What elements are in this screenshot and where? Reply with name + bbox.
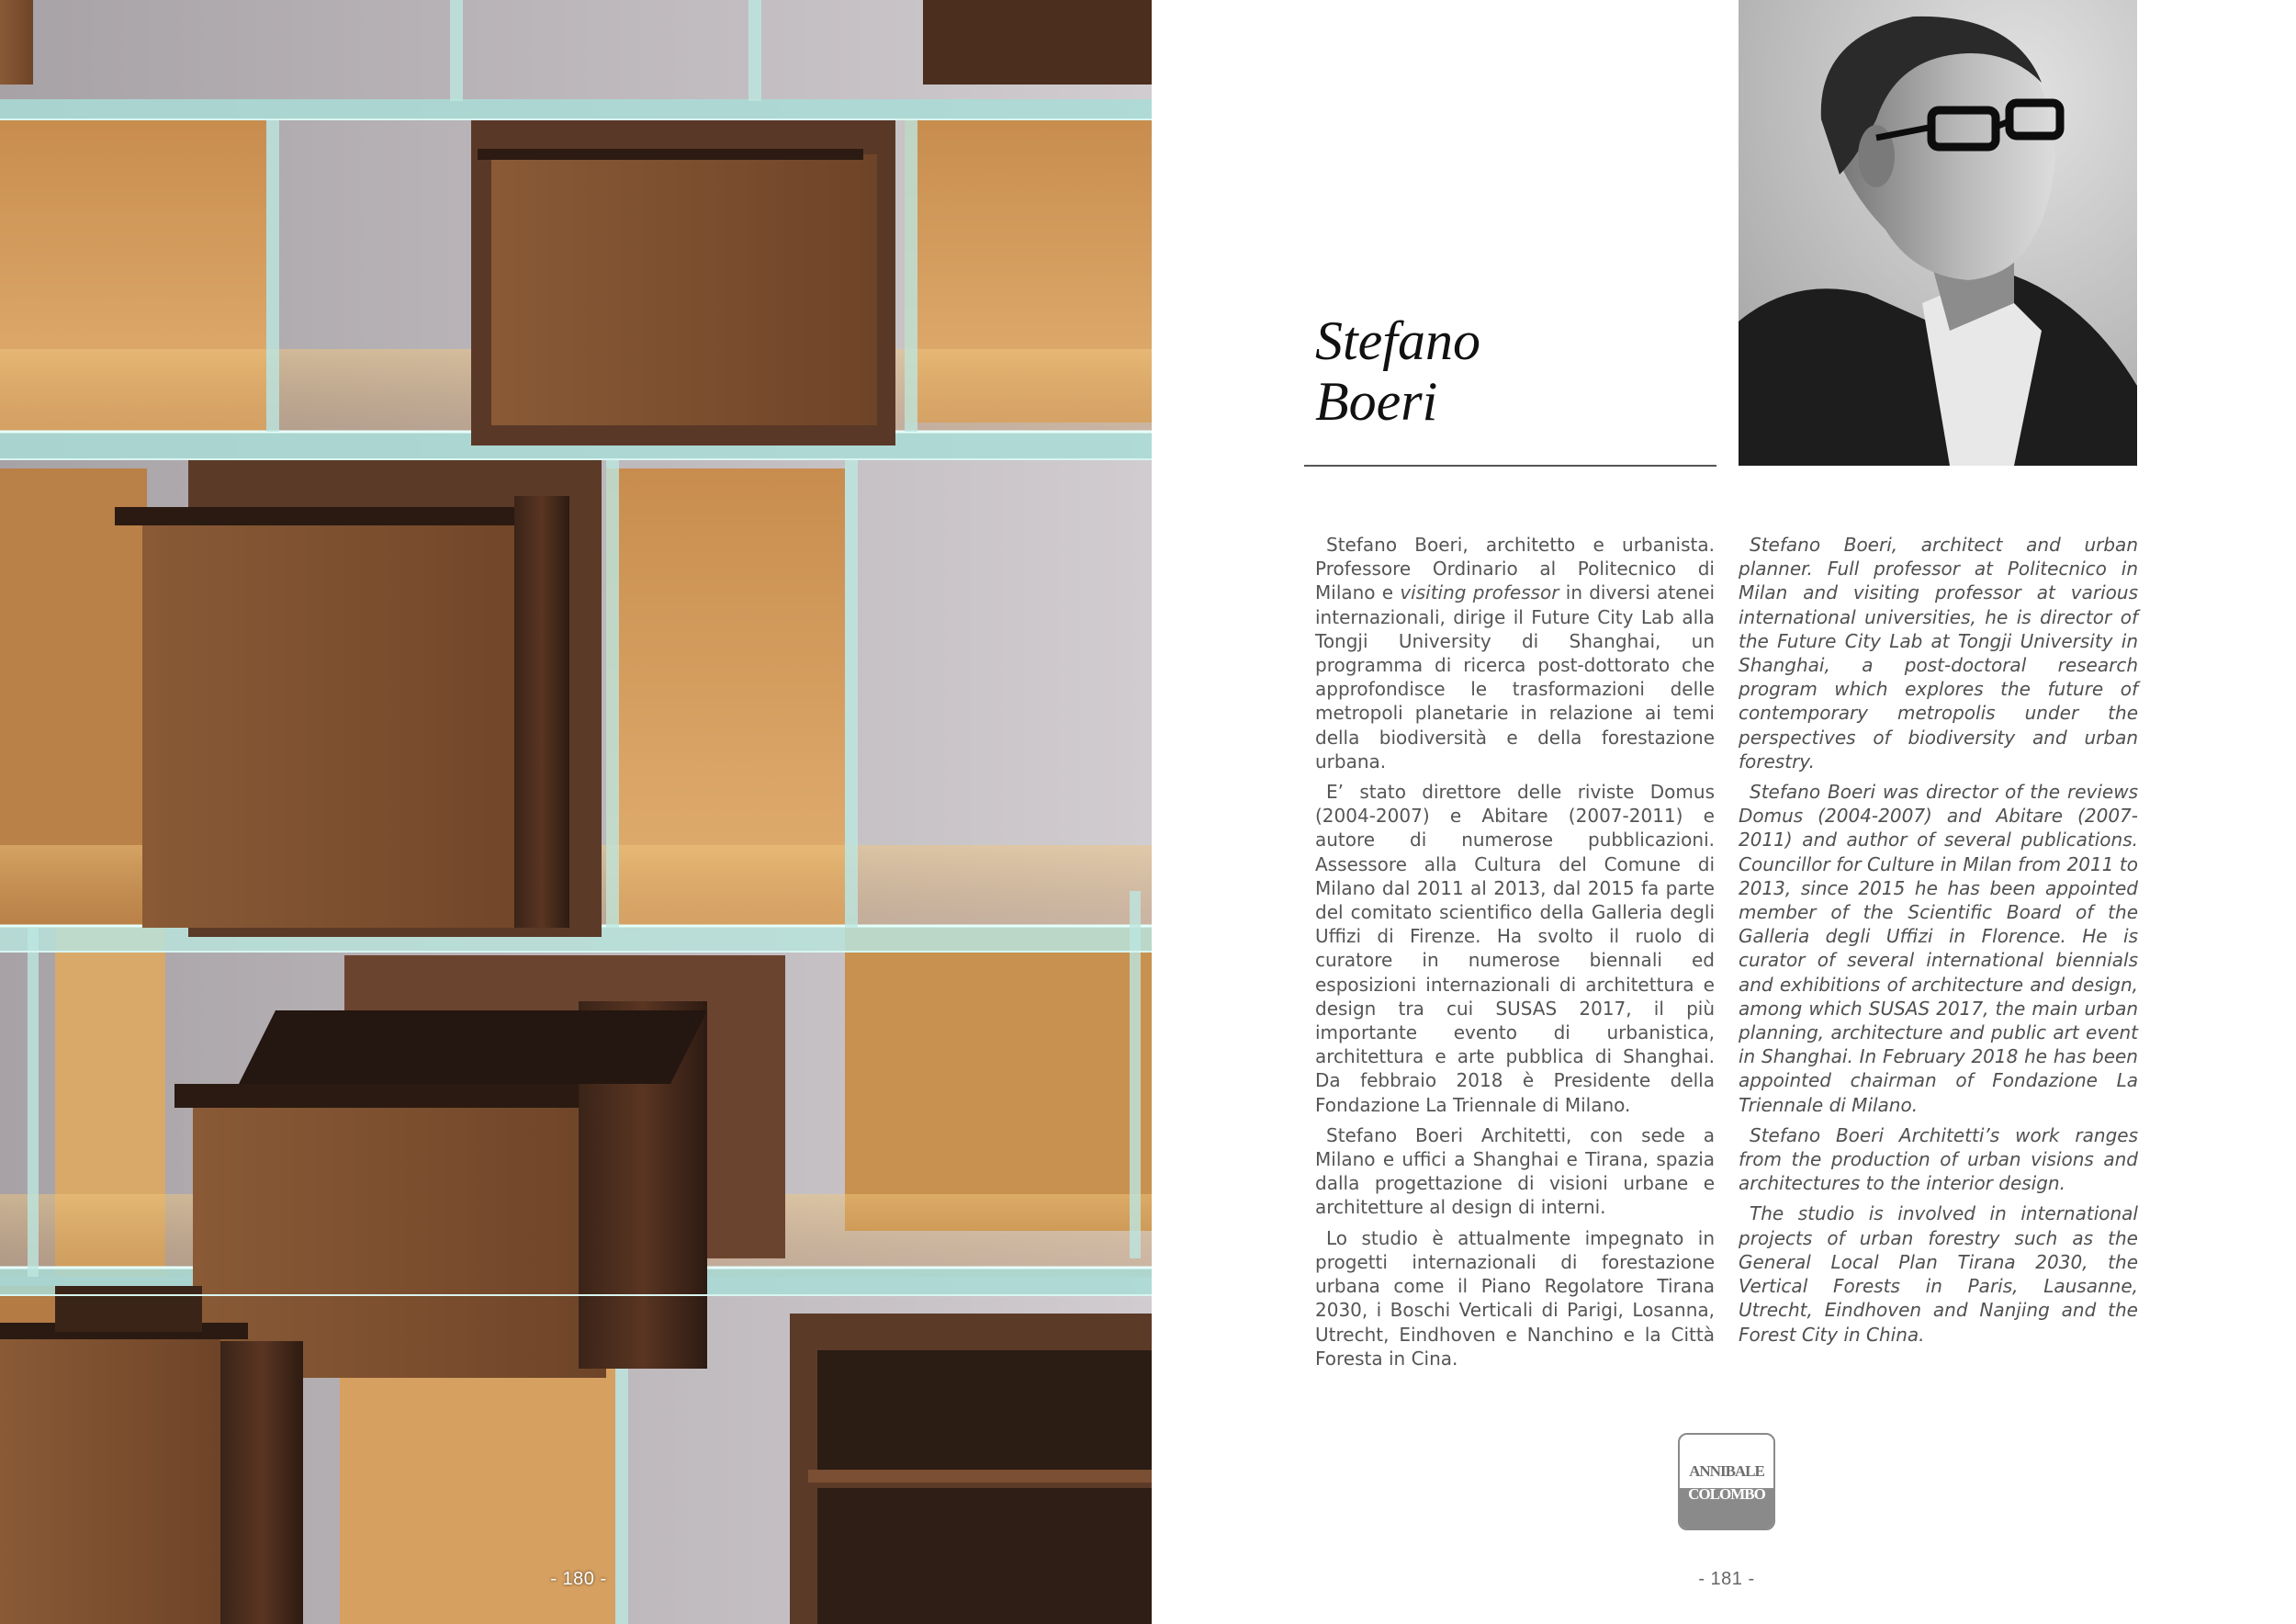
english-paragraph-3: Stefano Boeri Architetti’s work ranges from the production of urban visions and architectures to the interior design. bbox=[1739, 1123, 2138, 1195]
italian-paragraph-4: Lo studio è attualmente impegnato in progetti internazionali di forestazione urbana come il Piano Regolatore Tirana 2030, i Boschi Verticali di Parigi, Losanna, Utrecht, Eindhoven e Nanchino e la Città Foresta in Cina. bbox=[1315, 1226, 1715, 1370]
title-divider bbox=[1304, 465, 1716, 467]
english-paragraph-2: Stefano Boeri was director of the reviews Domus (2004-2007) and Abitare (2007-2011) and author of several publications. Councillor for Culture in Milan from 2011 to 2013, since 2015 he has been appointed member of the Scientific Board of the Galleria degli Uffizi in Florence. He is curator of several international biennials and exhibitions of architecture and design, among which SUSAS 2017, the main urban planning, architecture and public art event in Shanghai. In February 2018 he has been appointed chairman of Fondazione La Triennale di Milano. bbox=[1739, 781, 2138, 1116]
page-title bbox=[1315, 310, 1480, 432]
title-line-first-name: Stefano bbox=[1315, 310, 1480, 371]
page-number-left: - 180 - bbox=[550, 1569, 607, 1589]
logo-text-line-1: ANNIBALE bbox=[1689, 1462, 1764, 1480]
logo-text-line-2: COLOMBO bbox=[1688, 1485, 1765, 1503]
italian-emphasis: visiting professor bbox=[1400, 581, 1559, 604]
annibale-colombo-logo bbox=[1678, 1433, 1775, 1530]
title-line-last-name: Boeri bbox=[1315, 371, 1438, 432]
portrait-photo bbox=[1739, 0, 2137, 466]
italian-paragraph-3: Stefano Boeri Architetti, con sede a Milano e uffici a Shanghai e Tirana, spazia dalla progettazione di visioni urbane e architetture al design di interni. bbox=[1315, 1123, 1715, 1219]
portrait-illustration bbox=[1739, 0, 2137, 466]
italian-biography bbox=[1315, 533, 1715, 1377]
english-paragraph-4: The studio is involved in international projects of urban forestry such as the General Local Plan Tirana 2030, the Vertical Forests in Paris, Lausanne, Utrecht, Eindhoven and Nanjing and the Forest City in China. bbox=[1739, 1202, 2138, 1346]
english-biography bbox=[1739, 533, 2138, 1353]
page-number-right: - 181 - bbox=[1698, 1569, 1755, 1589]
english-paragraph-1: Stefano Boeri, architect and urban planner. Full professor at Politecnico in Milan and visiting professor at various international universities, he is director of the Future City Lab at Tongji University in Shanghai, a post-doctoral research program which explores the future of contemporary metropolis under the perspectives of biodiversity and urban forestry. bbox=[1739, 534, 2138, 773]
italian-paragraph-2: E’ stato direttore delle riviste Domus (2004-2007) e Abitare (2007-2011) e autore di numerose pubblicazioni. Assessore alla Cultura del Comune di Milano dal 2011 al 2013, dal 2015 fa parte del comitato scientifico della Galleria degli Uffizi di Firenze. Ha svolto il ruolo di curatore in numerose biennali ed esposizioni internazionali di architettura e design tra cui SUSAS 2017, il più importante evento di urbanistica, architettura e arte pubblica di Shanghai. Da febbraio 2018 è Presidente della Fondazione La Triennale di Milano. bbox=[1315, 781, 1715, 1116]
italian-paragraph-1: Stefano Boeri, architetto e urbanista. Professore Ordinario al Politecnico di Milano e visiting professor in diversi atenei internazionali, dirige il Future City Lab alla Tongji University di Shanghai, un programma di ricerca post-dottorato che approfondisce le trasformazioni delle metropoli planetarie in relazione ai temi della biodiversità e della forestazione urbana. bbox=[1315, 534, 1715, 773]
